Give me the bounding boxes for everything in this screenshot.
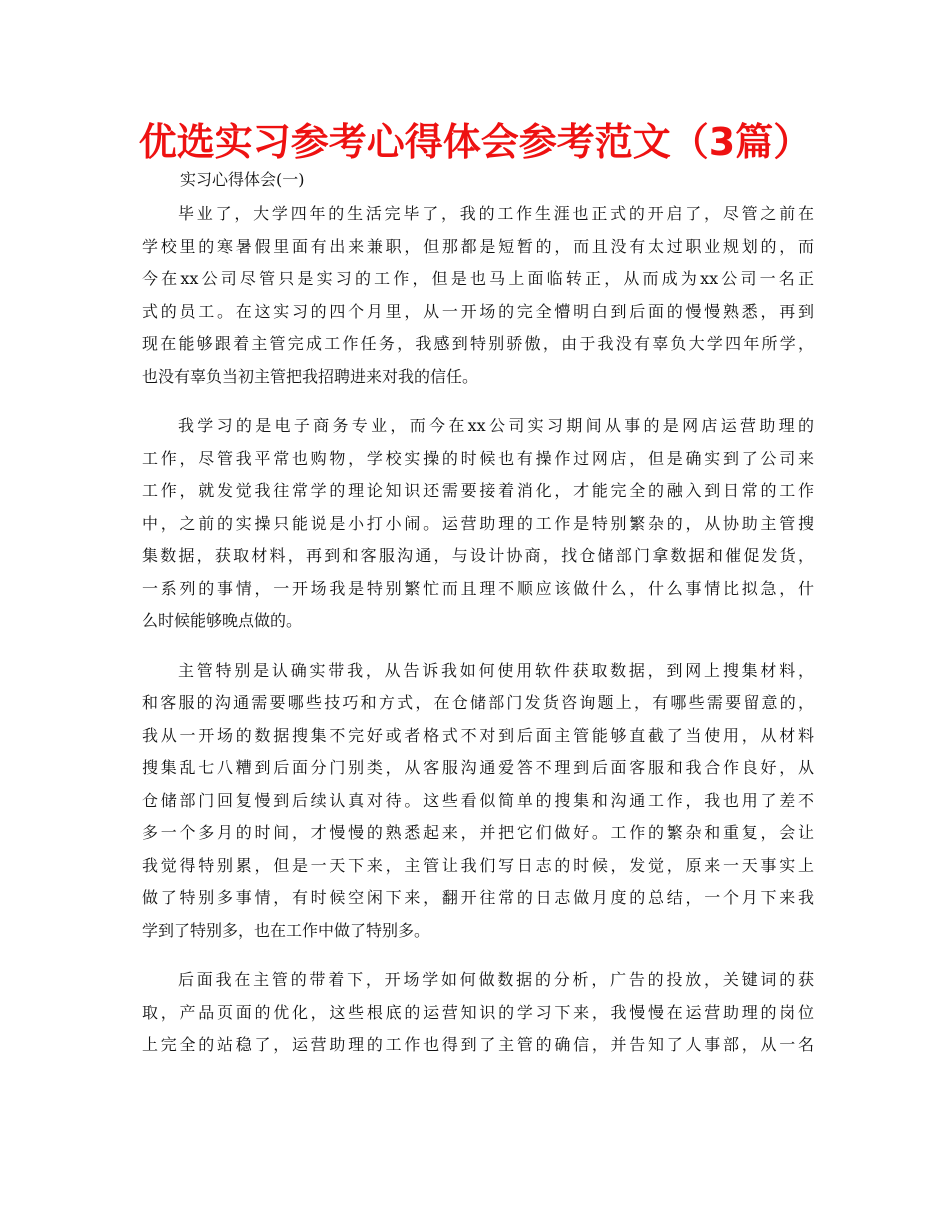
paragraph: [142, 410, 814, 638]
text-line: 我学习的是电子商务专业，而今在xx公司实习期间从事的是网店运营助理的: [178, 416, 814, 435]
text-line: 主管特别是认确实带我，从告诉我如何使用软件获取数据，到网上搜集材料，: [178, 660, 814, 680]
section-heading: 实习心得体会(一): [180, 170, 305, 189]
text-line: 现在能够跟着主管完成工作任务，我感到特别骄傲，由于我没有辜负大学四年所学，: [142, 334, 814, 353]
text-line: 仓储部门回复慢到后续认真对待。这些看似简单的搜集和沟通工作，我也用了差不: [142, 790, 814, 810]
text-line: 工作，就发觉我往常学的理论知识还需要接着消化，才能完全的融入到日常的工作: [142, 481, 814, 500]
text-line: 么时候能够晚点做的。: [142, 611, 303, 630]
text-line: 和客服的沟通需要哪些技巧和方式，在仓储部门发货咨询题上，有哪些需要留意的，: [142, 693, 814, 712]
text-line: 式的员工。在这实习的四个月里，从一开场的完全懵明白到后面的慢慢熟悉，再到: [142, 301, 814, 321]
text-line: 今在xx公司尽管只是实习的工作，但是也马上面临转正，从而成为xx公司一名正: [142, 269, 814, 288]
text-line: 上完全的站稳了，运营助理的工作也得到了主管的确信，并告知了人事部，从一名: [142, 1035, 814, 1054]
paragraph: [142, 655, 814, 948]
text-line: 一系列的事情，一开场我是特别繁忙而且理不顺应该做什么，什么事情比拟急，什: [142, 578, 814, 598]
paragraph: [142, 964, 814, 1062]
text-line: 也没有辜负当初主管把我招聘进来对我的信任。: [142, 366, 479, 386]
text-line: 集数据，获取材料，再到和客服沟通，与设计协商，找仓储部门拿数据和催促发货，: [142, 546, 814, 565]
text-line: 工作，尽管我平常也购物，学校实操的时候也有操作过网店，但是确实到了公司来: [142, 448, 814, 468]
text-line: 取，产品页面的优化，这些根底的运营知识的学习下来，我慢慢在运营助理的岗位: [142, 1002, 814, 1022]
text-line: 做了特别多事情，有时候空闲下来，翻开往常的日志做月度的总结，一个月下来我: [142, 888, 814, 907]
paragraph: [142, 198, 814, 393]
text-line: 搜集乱七八糟到后面分门别类，从客服沟通爱答不理到后面客服和我合作良好，从: [142, 758, 814, 777]
text-line: 后面我在主管的带着下，开场学如何做数据的分析，广告的投放，关键词的获: [178, 970, 814, 989]
text-line: 学校里的寒暑假里面有出来兼职，但那都是短暂的，而且没有太过职业规划的，而: [142, 236, 814, 256]
text-line: 我觉得特别累，但是一天下来，主管让我们写日志的时候，发觉，原来一天事实上: [142, 855, 814, 875]
text-line: 毕业了，大学四年的生活完毕了，我的工作生涯也正式的开启了，尽管之前在: [178, 204, 814, 223]
document-title: 优选实习参考心得体会参考范文（3篇）: [138, 120, 812, 164]
text-line: 中，之前的实操只能说是小打小闹。运营助理的工作是特别繁杂的，从协助主管搜: [142, 513, 814, 533]
text-line: 学到了特别多，也在工作中做了特别多。: [142, 920, 431, 940]
text-line: 我从一开场的数据搜集不完好或者格式不对到后面主管能够直截了当使用，从材料: [142, 725, 814, 745]
text-line: 多一个多月的时间，才慢慢的熟悉起来，并把它们做好。工作的繁杂和重复，会让: [142, 823, 814, 842]
document-body: [142, 198, 814, 1079]
